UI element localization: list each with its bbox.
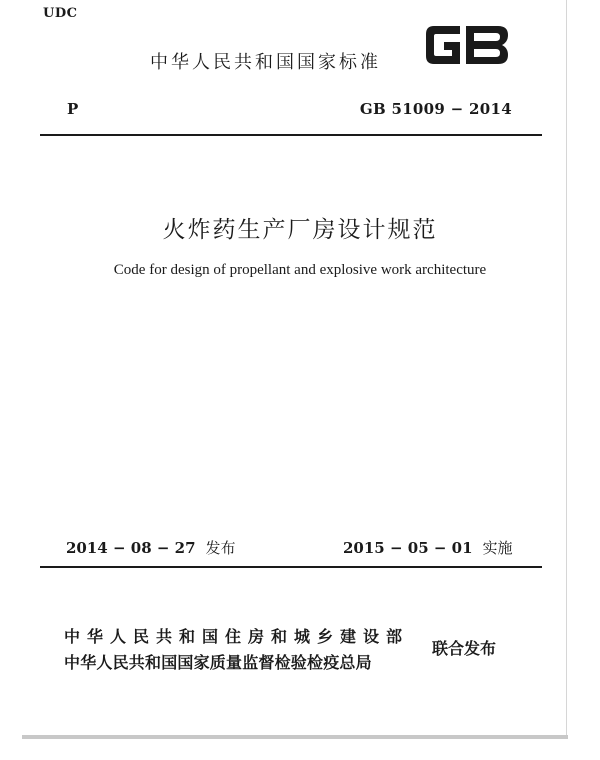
effective-label: 实施 [482,539,513,557]
page-shadow-edge [22,735,568,739]
issue-label: 发布 [205,539,236,557]
joint-issue-label: 联合发布 [432,639,497,658]
issuer-aqsiq: 中华人民共和国国家质量监督检验检疫总局 [64,653,372,672]
national-standard-heading: 中华人民共和国国家标准 [150,52,381,73]
udc-label: UDC [43,6,78,21]
issuer-ministry: 中华人民共和国住房和城乡建设部 [64,627,410,646]
gb-logo [422,20,512,70]
issue-date-block [66,537,236,558]
issue-date: 2014 − 08 − 27 [66,539,196,557]
standard-number: GB 51009 − 2014 [359,100,512,118]
effective-date-block [343,537,513,558]
title-chinese: 火炸药生产厂房设计规范 [162,217,438,243]
header-divider [40,134,542,136]
effective-date: 2015 − 05 − 01 [343,539,473,557]
category-code: P [67,100,79,118]
title-english: Code for design of propellant and explosive work architecture [113,262,487,278]
footer-divider [40,566,542,568]
gb-logo-graphic [426,26,508,64]
